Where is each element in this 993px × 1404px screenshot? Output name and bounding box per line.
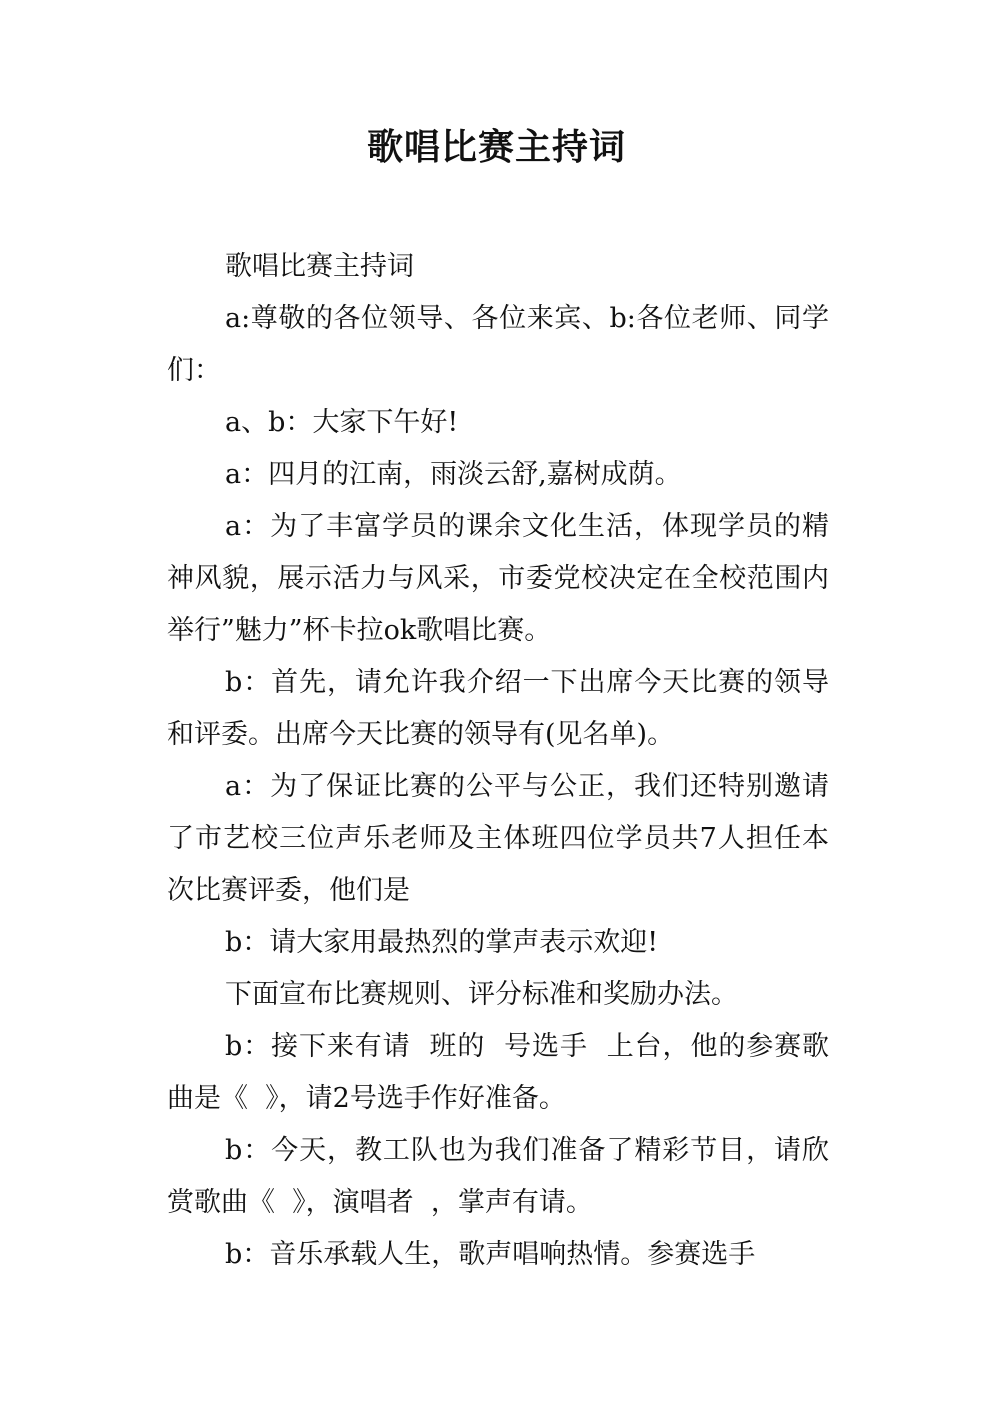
- paragraph: a:尊敬的各位领导、各位来宾、b:各位老师、同学们：: [167, 303, 829, 386]
- paragraph: a：为了丰富学员的课余文化生活，体现学员的精神风貌，展示活力与风采，市委党校决定在全校范围内举行”魅力”杯卡拉ok歌唱比赛。: [167, 511, 829, 646]
- document-title: 歌唱比赛主持词: [366, 127, 626, 168]
- paragraph: b：首先，请允许我介绍一下出席今天比赛的领导和评委。出席今天比赛的领导有(见名单)。: [167, 667, 829, 750]
- paragraph: b：音乐承载人生，歌声唱响热情。参赛选手: [225, 1239, 756, 1270]
- document-body: [167, 241, 829, 1281]
- paragraph: a、b：大家下午好!: [225, 407, 459, 438]
- paragraph: 歌唱比赛主持词: [225, 251, 414, 282]
- paragraph: b：接下来有请 班的 号选手 上台，他的参赛歌曲是《 》，请2号选手作好准备。: [167, 1031, 829, 1114]
- paragraph: b：今天，教工队也为我们准备了精彩节目，请欣赏歌曲《 》，演唱者 ，掌声有请。: [167, 1135, 829, 1218]
- paragraph: b：请大家用最热烈的掌声表示欢迎!: [225, 927, 659, 958]
- paragraph: a：为了保证比赛的公平与公正，我们还特别邀请了市艺校三位声乐老师及主体班四位学员共7人担任本次比赛评委，他们是: [167, 771, 829, 906]
- paragraph: 下面宣布比赛规则、评分标准和奖励办法。: [225, 979, 738, 1010]
- paragraph: a：四月的江南，雨淡云舒,嘉树成荫。: [225, 459, 682, 490]
